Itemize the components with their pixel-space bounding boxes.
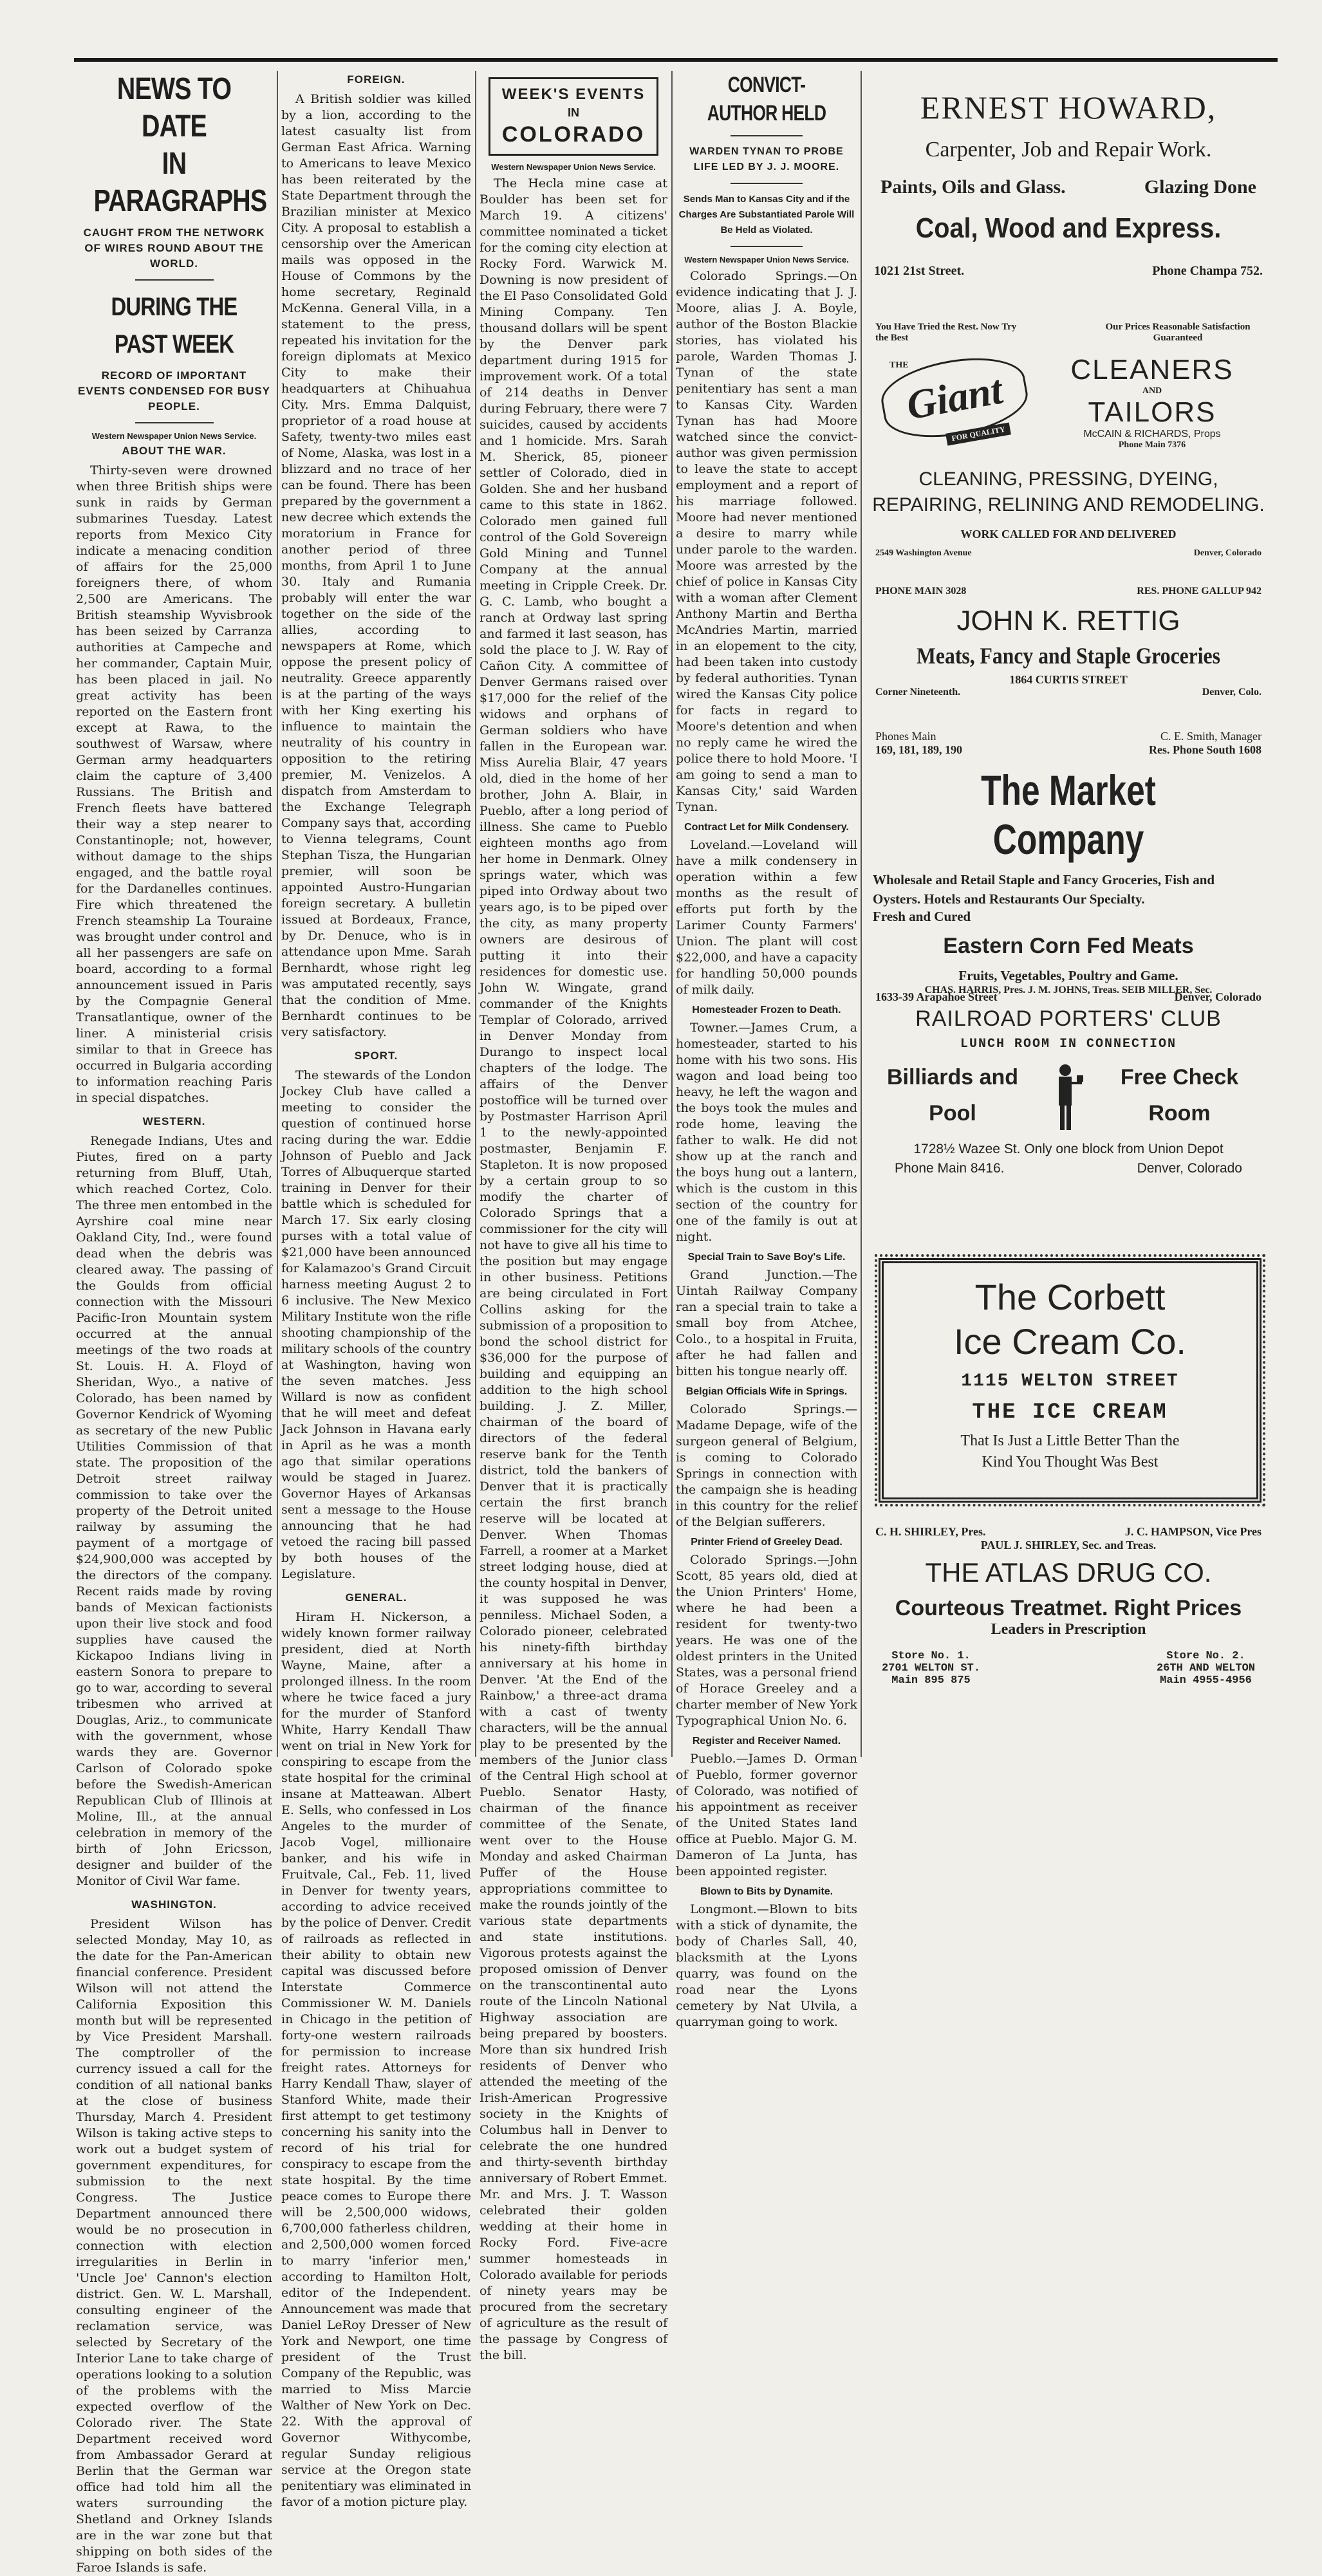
article-register: Pueblo.—James D. Orman of Pueblo, former governor of Colorado, was notified of his appointment as receiver of the United States land office at Pueblo. Major G. M. Dameron of La Junta, has been appointed register. [676, 1752, 857, 1878]
ad-giant-services: CLEANING, PRESSING, DYEING, REPAIRING, RELINING AND REMODELING. [872, 468, 1265, 515]
subhead-caught: CAUGHT FROM THE NETWORK OF WIRES ROUND ABOUT THE WORLD. [83, 227, 265, 270]
subhead-sends: Sends Man to Kansas City and if the Charges Are Substantiated Parole Will Be Held as Violated. [678, 194, 855, 236]
column-colorado [479, 71, 668, 2362]
ad-market-eastern: Eastern Corn Fed Meats [943, 934, 1194, 958]
ad-corbett-tag1: That Is Just a Little Better Than the [960, 1432, 1180, 1449]
headline-milk: Contract Let for Milk Condensery. [684, 822, 849, 833]
ad-porters-free-check: Free Check [1120, 1065, 1239, 1089]
section-foreign: FOREIGN. [347, 73, 405, 86]
ad-atlas-store1 [882, 1650, 980, 1687]
ad-porters-footer [869, 1161, 1268, 1176]
ad-corbett-ice-cream [879, 1258, 1261, 1503]
subhead-warden: WARDEN TYNAN TO PROBE LIFE LED BY J. J. MOORE. [689, 146, 844, 172]
ad-atlas-tag: Courteous Treatmet. Right Prices [895, 1596, 1242, 1620]
ad-porters-officers: CHAS. HARRIS, Pres. J. M. JOHNS, Treas. SEIB MILLER, Sec. [924, 985, 1213, 996]
article-war: Thirty-seven were drowned when three British ships were sunk in raids by German submarines Tuesday. Latest reports from Mexico City indicate a menacing condition of affairs for the 25,000 foreigners there, of whom 2,500 are Americans. The British steamship Wyvisbrook has been seized by Carranza authorities at Campeche and her commander, Captain Muir, has been placed in jail. No great activity has been reported on the Eastern front except at Rawa, to the southwest of Warsaw, where German army headquarters claim the capture of 3,400 Russians. The British and French fleets have battered their way a step nearer to Constantinople; not, however, without damage to the ships engaged, and the battle royal for the Dardanelles continues. Fire which threatened the French steamship La Touraine was brought under control and all her passengers are safe on board, according to a formal announcement issued in Paris by the Compagnie General Transatlantique, owner of the liner. A ministerial crisis similar to that in Greece has occurred in Bulgaria according to information reaching Paris in special dispatches. [76, 463, 272, 1105]
headline-belgian: Belgian Officials Wife in Springs. [685, 1386, 848, 1397]
headline-news-2: IN PARAGRAPHS [93, 147, 267, 218]
separator [135, 422, 214, 423]
ad-rettig-street: 1864 CURTIS STREET [1009, 673, 1128, 686]
ad-howard-paints: Paints, Oils and Glass. [880, 176, 1066, 198]
ad-giant-top [869, 322, 1268, 344]
ad-market-name: The Market Company [981, 766, 1156, 863]
giant-logo-the: THE [889, 360, 909, 370]
ad-market-fruits: Fruits, Vegetables, Poultry and Game. [958, 968, 1178, 983]
ad-rettig-phone-res: RES. PHONE GALLUP 942 [1137, 586, 1261, 597]
ad-atlas-s2a: 26TH AND WELTON [1156, 1662, 1255, 1674]
ad-atlas-s2: Store No. 2. [1166, 1650, 1245, 1662]
ad-howard-row [869, 176, 1268, 198]
article-train: Grand Junction.—The Uintah Railway Company ran a special train to take a small boy from Atchee, Colo., to a hospital in Fruita, after he had fallen and bitten his tongue nearly off. [676, 1268, 857, 1378]
ad-giant-tailors: TAILORS [1088, 396, 1216, 428]
article-convict: Colorado Springs.—On evidence indicating that J. J. Moore, alias J. A. Boyle, author of the Boston Blackie stories, has violated his parole, Warden Thomas J. Tynan of the state penitentiary has sent a man to Kansas City. Warden Tynan has had Moore watched since the convict-author was given permission to leave the state to accept employment and a report of his marriage followed. Moore had never mentioned a desire to marry while under parole to the warden. Moore was arrested by the chief of police in Kansas City with a woman after Clement Anthony Martin and Bertha McAndries Martin, married in an elopement to the city, had been taken into custody by federal authorities. Tynan wired the Kansas City police for facts in regard to Moore's detention and when no reply came he wired the police there to hold Moore. 'I am going to send a man to Kansas City,' said Warden Tynan. [676, 269, 857, 814]
ad-market-phones-label: Phones Main [875, 730, 936, 743]
ad-howard-glazing: Glazing Done [1144, 176, 1256, 198]
column-divider [475, 71, 476, 1757]
ad-atlas-s2p: Main 4955-4956 [1160, 1674, 1252, 1687]
giant-logo-tag: FOR QUALITY [945, 422, 1011, 445]
ad-porters-right [1091, 1059, 1268, 1131]
ad-rettig-line: Meats, Fancy and Staple Groceries [917, 643, 1220, 669]
ad-giant-props: McCAIN & RICHARDS, Props [1083, 429, 1221, 440]
ad-market-fresh: Fresh and Cured [873, 909, 971, 924]
section-sport: SPORT. [354, 1050, 398, 1062]
box-title-1: WEEK'S EVENTS [501, 86, 646, 103]
article-belgian: Colorado Springs.—Madame Depage, wife of the surgeon general of Belgium, is coming to Colorado Springs in connection with the campaign she is heading in this country for the relief of the Belgian sufferers. [676, 1402, 857, 1529]
ad-rettig-city: Denver, Colo. [1202, 687, 1261, 698]
headline-register: Register and Receiver Named. [692, 1736, 841, 1747]
top-rule [74, 58, 1278, 62]
ad-porters-phone: Phone Main 8416. [895, 1161, 1005, 1176]
section-western: WESTERN. [142, 1115, 206, 1127]
ad-porters-club [869, 985, 1268, 1197]
ad-atlas-sec: PAUL J. SHIRLEY, Sec. and Treas. [980, 1539, 1157, 1552]
ad-howard-address: 1021 21st Street. [874, 264, 965, 278]
ad-ernest-howard [869, 77, 1268, 309]
ad-giant-tried: You Have Tried the Rest. Now Try the Best [875, 322, 1017, 343]
ad-giant-footer [875, 548, 1261, 559]
ad-porters-name: RAILROAD PORTERS' CLUB [915, 1006, 1222, 1031]
ad-market-address: 1633-39 Arapahoe Street [875, 990, 998, 1003]
column-convict [676, 71, 857, 2029]
ad-market-manager: C. E. Smith, Manager [1160, 730, 1261, 743]
ad-porters-address: 1728½ Wazee St. Only one block from Union Depot [913, 1142, 1224, 1156]
ad-giant-cleaners [869, 322, 1268, 579]
column-divider [861, 71, 862, 1757]
ad-porters-pool: Pool [929, 1101, 976, 1126]
column-news [76, 71, 272, 2575]
ad-porters-lunch: LUNCH ROOM IN CONNECTION [960, 1037, 1177, 1052]
ad-giant-prices: Our Prices Reasonable Satisfaction Guaranteed [1105, 322, 1251, 343]
ad-corbett-l1: The Corbett [974, 1277, 1166, 1317]
ad-market-numbers [869, 743, 1268, 757]
ad-giant-phone: Phone Main 7376 [1118, 440, 1186, 450]
ad-howard-footer [869, 264, 1268, 279]
headline-homesteader: Homesteader Frozen to Death. [692, 1005, 841, 1015]
ad-porters-room: Room [1148, 1101, 1211, 1126]
column-divider [671, 71, 673, 1757]
headline-dynamite: Blown to Bits by Dynamite. [700, 1886, 833, 1897]
boxed-headline [489, 77, 658, 156]
ad-atlas-s1p: Main 895 875 [891, 1674, 971, 1687]
column-foreign [281, 71, 471, 2509]
ad-porters-left [869, 1059, 1036, 1131]
ad-giant-address: 2549 Washington Avenue [875, 548, 972, 558]
ad-giant-cleaners-title: CLEANERS [1070, 354, 1234, 385]
ad-atlas-officers [869, 1525, 1268, 1539]
ad-howard-line1: Carpenter, Job and Repair Work. [925, 138, 1212, 162]
ad-porters-billiards: Billiards and [886, 1065, 1019, 1089]
ad-atlas-store2 [1157, 1650, 1255, 1687]
separator [731, 183, 803, 184]
article-homesteader: Towner.—James Crum, a homesteader, started to his home with his two sons. His wagon and load being too heavy, he left the wagon and the boys took the mules and rode home, leaving the father to walk. He did not show up at the ranch and the boys hung out a lantern, which is the custom in this section of the country for one of the family is out at night. [676, 1021, 857, 1244]
giant-logo-text: Giant [903, 366, 1006, 429]
ad-atlas-leaders: Leaders in Prescription [991, 1621, 1146, 1638]
article-dynamite: Longmont.—Blown to bits with a stick of dynamite, the body of Charles Sall, 40, blacksmith at the Lyons quarry, was found on the road near the Lyons cemetery by Nat Ulvila, a quarryman going to work. [676, 1902, 857, 2029]
ad-porters-city: Denver, Colorado [1137, 1161, 1242, 1176]
ad-corbett-ic: THE ICE CREAM [972, 1400, 1168, 1425]
article-western: Renegade Indians, Utes and Piutes, fired on a party returning from Bluff, Utah, which reached Cortez, Colo. The three men entombed in the Ayrshire coal mine near Oakland City, Ind., were found dead when the debris was cleared away. The passing of the Goulds from official connection with the Missouri Pacific-Iron Mountain system occurred at the annual meetings of the two roads at St. Louis. H. A. Floyd of Sheridan, Wyo., a native of Colorado, has been named by Governor Kendrick of Wyoming as secretary of the new Public Utilities Commission of that state. The proposition of the Detroit street railway commission to take over the property of the Detroit united railway by assuming the payment of a mortgage of $24,900,000 was accepted by the directors of the company. Recent raids made by roving bands of Mexican factionists upon their live stock and food supplies have caused the Kickapoo Indians living in eastern Sonora to prepare to go to war, according to several tribesmen who arrived at Douglas, Ariz., to communicate with the government, whose wards they are. Governor Carlson of Colorado spoke before the Swedish-American Republican Club of Illinois at Moline, Ill., at the annual celebration in memory of the birth of John Ericsson, designer and builder of the Monitor of Civil War fame. [76, 1134, 272, 1888]
headline-train: Special Train to Save Boy's Life. [687, 1252, 846, 1263]
ad-porters-body [869, 1059, 1268, 1136]
ad-market-res: Res. Phone South 1608 [1148, 743, 1261, 756]
ad-howard-coal: Coal, Wood and Express. [915, 212, 1222, 244]
ad-market-phones [869, 730, 1268, 743]
ad-atlas-stores [869, 1650, 1268, 1687]
section-war: ABOUT THE WAR. [122, 445, 227, 457]
article-colorado: The Hecla mine case at Boulder has been set for March 19. A citizens' committee nominated a ticket for the coming city election at Rocky Ford. Warwick M. Downing is now president of the El Paso Consolidated Gold Mining Company. Ten thousand dollars will be spent by the Denver park department during 1915 for improvement work. Of a total of 214 deaths in Denver during February, there were 7 suicides, caused by accidents and 1 homicide. Mrs. Sarah M. Sherick, 85, pioneer settler of Colorado, died in Golden. She and her husband came to this state in 1862. Colorado men gained full control of the Gold Sovereign Gold Mining and Tunnel Company at the annual meeting in Cripple Creek. Dr. G. C. Lamb, who bought a ranch at Ordway last spring and farmed it last season, has sold the place to J. W. Ray of Cañon City. A committee of Denver Germans raised over $17,000 for the relief of the widows and orphans of German soldiers who have fallen in the European war. Miss Aurelia Blair, 47 years old, died in the home of her brother, John A. Blair, in Pueblo, after a long period of illness. She came to Pueblo eighteen months ago from her home in Denmark. Olney springs water, which was piped into Ordway about two years ago, is to be piped over the city, as many property owners are desirous of putting it into their residences for domestic use. John W. Wingate, grand commander of the Knights Templar of Colorado, arrived in Denver Monday from Durango to inspect local chapters of the lodge. The affairs of the Denver postoffice will be turned over by Postmaster Harrison April 1 to the newly-appointed postmaster, Benjamin F. Stapleton. It is now proposed by a certain group to so modify the charter of Colorado Springs that a commissioner for the city will not have to give all his time to the position but may engage in other business. Petitions are being circulated in Fort Collins asking for the submission of a proposition to bond the school district for $36,000 for the purpose of building and equipping an addition to the high school building. J. Z. Miller, chairman of the board of directors of the federal reserve bank for the Tenth district, told the bankers of Denver that it is practically certain the first branch reserve will be located at Denver. When Thomas Farrell, a roomer at a Market street lodging house, died at the county hospital in Denver, it was supposed he was penniless. Michael Soden, a Colorado pioneer, celebrated his ninety-fifth birthday anniversary at his home in Denver. 'At the End of the Rainbow,' a three-act drama with a cast of twenty characters, will be the annual play to be presented by the members of the Junior class of the Central High school at Pueblo. Senator Hasty, chairman of the finance committee of the Senate, went over to the House Monday and asked Chairman Puffer of the House appropriations committee to make the rounds jointly of the various state departments and state institutions. Vigorous protests against the proposed omission of Denver on the transcontinental auto route of the Lincoln National Highway association are being prepared by boosters. More than six hundred Irish residents of Denver who attended the meeting of the Irish-American Progressive society in the Knights of Columbus hall in Denver to celebrate the one hundred and thirty-seventh birthday anniversary of Robert Emmet. Mr. and Mrs. J. T. Wasson celebrated their golden wedding at their home in Rocky Ford. Five-acre summer homesteads in Colorado available for periods of ninety years may be procured from the secretary of agriculture as the result of the passage by Congress of the bill. [479, 176, 668, 2362]
ad-giant-and: AND [1142, 386, 1162, 396]
ad-corbett-border [875, 1254, 1265, 1506]
separator [731, 246, 803, 247]
section-washington: WASHINGTON. [131, 1898, 217, 1911]
ad-rettig [869, 586, 1268, 721]
ad-rettig-name: JOHN K. RETTIG [956, 605, 1180, 636]
ad-atlas-drug [869, 1525, 1268, 1737]
headline-convict: CONVICT-AUTHOR HELD [707, 73, 826, 125]
box-title-2: IN [568, 106, 579, 119]
waiter-icon [1046, 1062, 1085, 1133]
ad-corbett-street: 1115 WELTON STREET [961, 1371, 1179, 1391]
headline-news: NEWS TO DATE [116, 72, 232, 144]
separator [135, 279, 214, 281]
ad-atlas-name: THE ATLAS DRUG CO. [925, 1557, 1212, 1588]
wire-service: Western Newspaper Union News Service. [91, 431, 257, 441]
section-general: GENERAL. [345, 1591, 407, 1604]
headline-printer: Printer Friend of Greeley Dead. [691, 1537, 843, 1548]
ad-rettig-corner: Corner Nineteenth. [875, 687, 961, 698]
ad-rettig-phone-main: PHONE MAIN 3028 [875, 586, 967, 597]
ad-howard-phone: Phone Champa 752. [1152, 264, 1263, 278]
ad-rettig-phones [869, 586, 1268, 597]
article-milk: Loveland.—Loveland will have a milk condensery in operation within a few months as the result of efforts put forth by the Larimer County Farmers' Union. The plant will cost $22,000, and have a capacity for handling 50,000 pounds of milk daily. [676, 838, 857, 997]
ad-market-nums: 169, 181, 189, 190 [875, 743, 962, 756]
article-general: Hiram H. Nickerson, a widely known former railway president, died at North Wayne, Maine, after a prolonged illness. In the room where he twice faced a jury for the murder of Stanford White, Harry Kendall Thaw went on trial in New York for conspiring to escape from the state hospital for the criminal insane at Matteawan. Albert E. Sells, who confessed in Los Angeles to the murder of Jacob Vogel, millionaire banker, and his wife in Fruitvale, Cal., Feb. 11, lived in Denver for twenty years, according to advice received by the police of Denver. Credit of railroads as reflected in their ability to obtain new capital was discussed before Interstate Commerce Commissioner W. M. Daniels in Chicago in the petition of forty-one western railroads for permission to increase freight rates. Attorneys for Harry Kendall Thaw, slayer of Stanford White, made their first attempt to get testimony concerning his sanity into the record of his trial for conspiracy to escape from the state hospital. By the time peace comes to Europe there will be 2,500,000 widows, 6,700,000 fatherless children, and 2,500,000 women forced to marry 'inferior men,' according to Hamilton Holt, editor of the Independent. Announcement was made that Daniel LeRoy Dresser of New York and Newport, one time president of the Trust Company of the Republic, was married to Miss Marcie Walther of New York on Dec. 22. With the approval of Governor Withycombe, regular Sunday religious service at the Oregon state penitentiary was eliminated in favor of a motion picture play. [281, 1610, 471, 2509]
wire-service: Western Newspaper Union News Service. [491, 162, 656, 172]
ad-corbett-l2: Ice Cream Co. [954, 1321, 1186, 1362]
ad-corbett-tag2: Kind You Thought Was Best [982, 1454, 1159, 1470]
ad-atlas-pres: C. H. SHIRLEY, Pres. [875, 1525, 986, 1538]
ad-giant-work: WORK CALLED FOR AND DELIVERED [960, 528, 1177, 541]
column-divider [277, 71, 278, 1757]
headline-past-week: DURING THE PAST WEEK [111, 293, 237, 358]
subhead-record: RECORD OF IMPORTANT EVENTS CONDENSED FOR BUSY PEOPLE. [78, 369, 270, 412]
ad-giant-city: Denver, Colorado [1193, 548, 1261, 558]
ad-atlas-vp: J. C. HAMPSON, Vice Pres [1124, 1525, 1261, 1538]
article-washington: President Wilson has selected Monday, May 10, as the date for the Pan-American financial conference. President Wilson will not attend the California Exposition this month but will be represented by Vice President Marshall. The comptroller of the currency issued a call for the condition of all national banks at the close of business Thursday, March 4. President Wilson is taking active steps to work out a budget system of government expenditures, for submission to the next Congress. The Justice Department announced there would be no prosecution in connection with election irregularities in Berlin in 'Uncle Joe' Cannon's election district. Gen. W. L. Marshall, consulting engineer of the reclamation service, was selected by Secretary of the Interior Lane to take charge of operations looking to a solution of the problems with the expected overflow of the Colorado river. The State Department received word from Ambassador Gerard at Berlin that the German war office had told him all the waters surrounding the Shetland and Orkney Islands are in the war zone but that shipping on both sides of the Faroe Islands is safe. [76, 1917, 272, 2575]
ad-atlas-s1: Store No. 1. [891, 1650, 971, 1662]
ad-market-city: Denver, Colorado [1174, 990, 1261, 1003]
separator [731, 135, 803, 136]
ad-rettig-footer [869, 687, 1268, 698]
article-printer: Colorado Springs.—John Scott, 85 years old, died at the Union Printers' Home, where he had been a resident for twenty-two years. He was one of the oldest printers in the United States, was a personal friend of Horace Greeley and a charter member of New York Typographical Union No. 6. [676, 1553, 857, 1728]
article-foreign: A British soldier was killed by a lion, according to the latest casualty list from German East Africa. Warning to Americans to leave Mexico has been reiterated by the State Department through the Brazilian minister at Mexico City. A proposal to establish a censorship over the American mails was opposed in the House of Commons by the home secretary, Reginald McKenna. General Villa, in a statement to the press, repeated his invitation for the foreign diplomats at Mexico City to make their headquarters at Chihuahua City. Mrs. Emma Dalquist, proprietor of a road house at Safety, twenty-two miles east of Nome, Alaska, was lost in a blizzard and no trace of her can be found. There has been prepared by the government a new decree which extends the moratorium in France for another period of three months, from April 1 to June 30. Italy and Rumania probably will enter the war together on the side of the allies, according to newspapers at Rome, which oppose the present policy of neutrality. Greece apparently is at the parting of the ways with her King exerting his influence to maintain the neutrality of his country in opposition to the retiring premier, M. Venizelos. A dispatch from Amsterdam to the Exchange Telegraph Company says that, according to Vienna telegrams, Count Stephan Tisza, the Hungarian premier, will soon be appointed Austro-Hungarian foreign secretary. A bulletin issued at Bordeaux, France, by Dr. Denuce, who is in attendance upon Mme. Sarah Bernhardt, whose right leg was amputated recently, says that the condition of Mme. Bernhardt continues to be very satisfactory. [281, 92, 471, 1039]
wire-service: Western Newspaper Union News Service. [684, 255, 849, 264]
article-sport: The stewards of the London Jockey Club have called a meeting to consider the question of continued horse racing during the war. Eddie Johnson of Pueblo and Jack Torres of Albuquerque started training in Denver for their battle which is scheduled for March 17. Six early closing purses with a total value of $21,000 have been announced for Kalamazoo's Grand Circuit harness meeting August 2 to 6 inclusive. The New Mexico Military Institute won the rifle shooting championship of the military schools of the country at Washington, having won the seven matches. Jess Willard is now as confident that he will meet and defeat Jack Johnson in Havana early in April as he was a month ago that similar operations would be staged in Juarez. Governor Hayes of Arkansas sent a message to the House announcing that he had vetoed the racing bill passed by both houses of the Legislature. [281, 1068, 471, 1581]
box-title-3: COLORADO [501, 122, 646, 147]
ad-market-line1: Wholesale and Retail Staple and Fancy Groceries, Fish and Oysters. Hotels and Restaurants Our Specialty. [873, 872, 1215, 907]
ad-howard-name: ERNEST HOWARD, [920, 89, 1217, 125]
ad-giant-name [1043, 354, 1261, 450]
ad-atlas-s1a: 2701 WELTON ST. [882, 1662, 981, 1674]
